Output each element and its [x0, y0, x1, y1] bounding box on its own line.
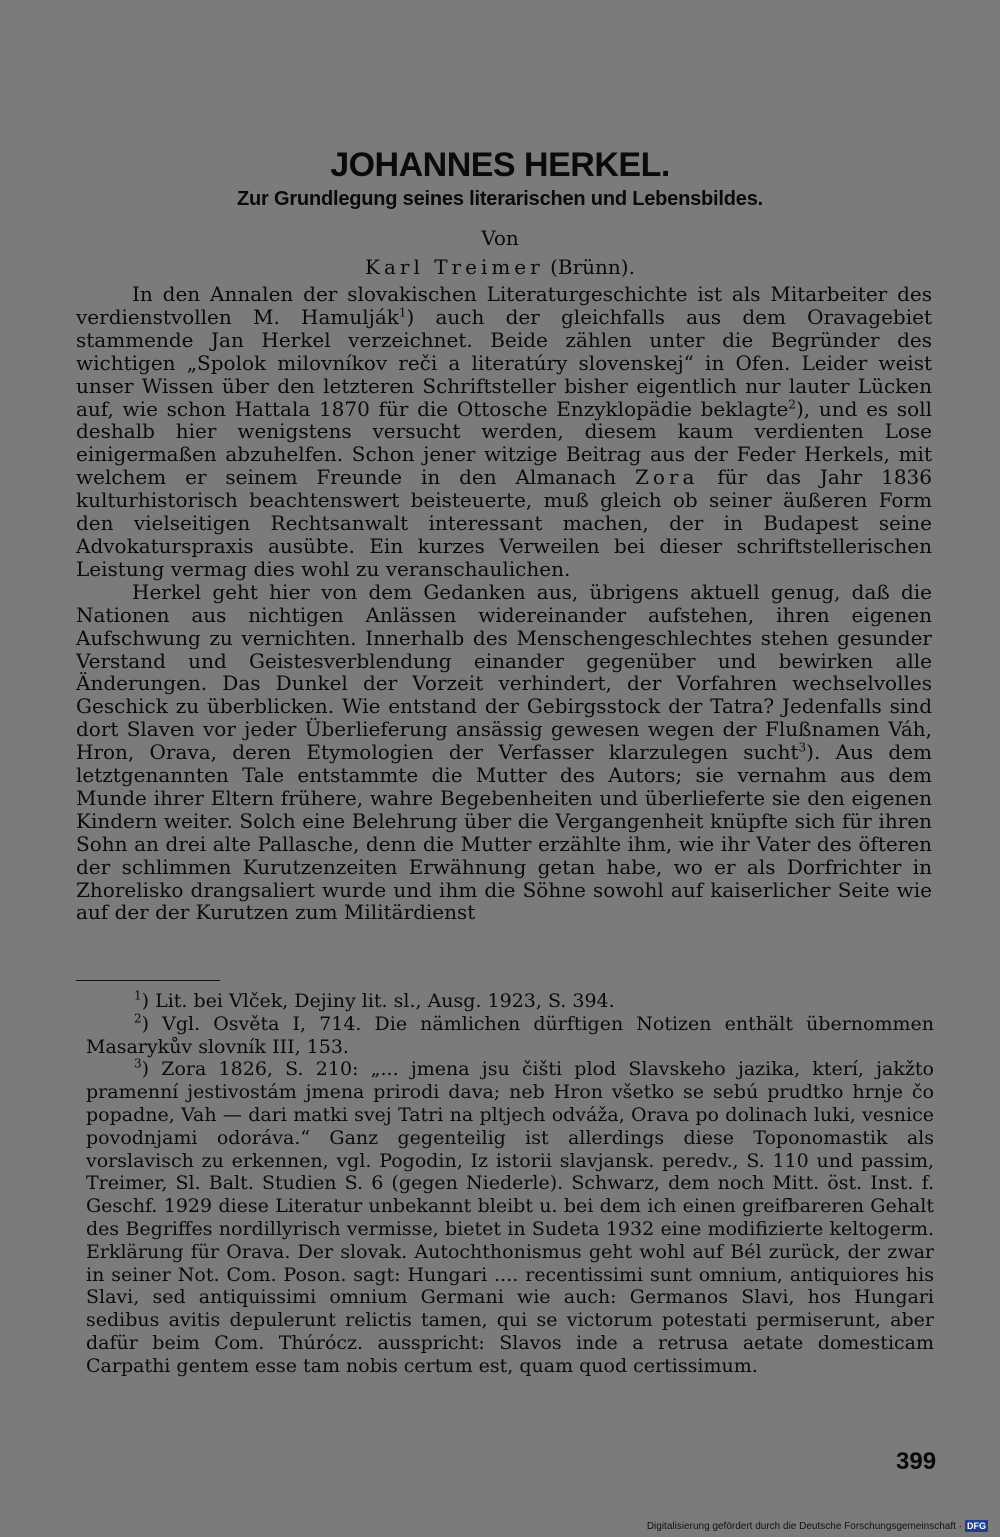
footnote-text: ) Zora 1826, S. 210: „... jmena jsu čišti plod Slavskeho jazika, kterí, jakžto pramenní jestivostám jmena prirodi dava; neb Hron všetko se sebú prudtko hrnje čo popadne, Vah — dari matki svej Tatri na pltjech odváža, Orava po dolinach luki, vesnice povodnjami odoráva.“ Ganz gegenteilig ist allerdings diese Toponomastik als vorslavisch zu erkennen, vgl. Pogodin, Iz istorii slavjansk. peredv., S. 110 und passim, Treimer, Sl. Balt. Studien S. 6 (gegen Niederle). Schwarz, dem noch Mitt. öst. Inst. f. Geschf. 1929 diese Literatur unbekannt bleibt u. bei dem ich einen greifbareren Gehalt des Begriffes nordillyrisch vermisse, bietet in Sudeta 1932 eine modifizierte keltogerm. Erklärung für Orava. Der slovak. Autochthonismus geht wohl auf Bél zurück, der zwar in seiner Not. Com. Poson. sagt: Hungari .... recentissimi sunt omnium, antiquiores his Slavi, sed antiquissimi omnium Germani wie auch: Germanos Slavi, hos Hungari sedibus avitis depulerunt relictis tamen, qui se victorum potestati permiserunt, aber dafür beim Com. Thúrócz. ausspricht: Slavos inde a retrusa aetate domesticam Carpathi gentem esse tam nobis certum est, quam quod certissimum. [86, 1058, 934, 1377]
footnote-mark: 3 [134, 1057, 142, 1072]
byline-author [0, 255, 1000, 279]
article-title: JOHANNES HERKEL. [330, 146, 670, 184]
paragraph-text: ). Aus dem letztgenannten Tale entstammte die Mutter des Autors; sie vernahm aus dem Munde ihrer Eltern frühere, wahre Begebenheiten und überlieferte sie den eigenen Kindern weiter. Solch eine Belehrung über die Vergangenheit knüpfte sich für ihren Sohn an drei alte Pallasche, denn die Mutter erzählte ihm, wie ihr Vater des öfteren der schlimmen Kurutzenzeiten Erwähnung getan habe, wo er als Dorfrichter in Zhorelisko drangsaliert wurde und ihm die Söhne sowohl auf kaiserlicher Seite wie auf der der Kurutzen zum Militärdienst [76, 740, 932, 925]
paragraph-text: ) auch der gleichfalls aus dem Oravagebiet stammende Jan Herkel verzeichnet. Beide zählen unter die Begründer des wichtigen „Spolok milovníkov reči a literatúry slovenskej“ in Ofen. Leider weist unser Wissen über den letzteren Schriftsteller bisher eigentlich nur lauter Lücken auf, wie schon Hattala 1870 für die Ottosche Enzyklopädie beklagte [76, 304, 932, 421]
footnotes [86, 990, 934, 1378]
footer-text: Digitalisierung gefördert durch die Deutsche Forschungsgemeinschaft · [646, 1520, 962, 1532]
footnote-divider [76, 980, 220, 981]
footnote-text: ) Lit. bei Vlček, Dejiny lit. sl., Ausg. 1923, S. 394. [141, 990, 615, 1012]
footnote-ref: 2 [788, 396, 796, 411]
page-number: 399 [896, 1448, 937, 1475]
author-place: (Brünn). [550, 255, 635, 279]
footnote-text: ) Vgl. Osvěta I, 714. Die nämlichen dürftigen Notizen enthält übernommen Masarykův slovník III, 153. [86, 1012, 934, 1058]
footnote-mark: 1 [134, 988, 142, 1003]
author-name: Karl Treimer [365, 255, 544, 279]
paragraph-text: ), und es soll deshalb hier wenigstens versucht werden, diesem kaum verdienten Lose einigermaßen abzuhelfen. Schon jener witzige Beitrag aus der Feder Herkels, mit welchem er seinem Freunde in den Almanach [76, 396, 932, 490]
paragraph-text: Herkel geht hier von dem Gedanken aus, übrigens aktuell genug, daß die Nationen aus nichtigen Anlässen widereinander aufstehen, ihren eigenen Aufschwung zu vernichten. Innerhalb des Menschengeschlechtes stehen gesunder Verstand und Geistesverblendung einander gegenüber und bewirken alle Änderungen. Das Dunkel der Vorzeit verhindert, der Vorfahren wechselvolles Geschick zu überblicken. Wie entstand der Gebirgsstock der Tatra? Jedenfalls sind dort Slaven vor jeder Überlieferung ansässig gewesen wegen der Flußnamen Váh, Hron, Orava, deren Etymologien der Verfasser klarzulegen sucht [76, 579, 932, 765]
footnote-3 [86, 1058, 934, 1377]
footnote-2 [86, 1013, 934, 1059]
digitization-footer [647, 1520, 988, 1532]
article-body [76, 283, 932, 924]
footnote-1 [86, 990, 934, 1013]
paragraph-text: für das Jahr 1836 kulturhistorisch beachtenswert beisteuerte, muß gleich ob seiner äußeren Form den vielseitigen Rechtsanwalt interessant machen, der in Budapest seine Advokaturspraxis ausübte. Ein kurzes Verweilen bei dieser schriftstellerischen Leistung vermag dies wohl zu veranschaulichen. [76, 465, 933, 581]
paragraph-text: In den Annalen der slovakischen Literaturgeschichte ist als Mitarbeiter des verdienstvollen M. Hamulják [76, 282, 932, 329]
dfg-logo-icon: DFG [967, 1521, 986, 1531]
article-subtitle: Zur Grundlegung seines literarischen und Lebensbildes. [237, 188, 763, 210]
footnote-ref: 3 [798, 740, 807, 755]
footnote-mark: 2 [134, 1011, 142, 1026]
footnote-ref: 1 [398, 305, 407, 320]
byline-von: Von [481, 226, 519, 250]
almanac-name: Zora [634, 465, 699, 490]
paragraph [76, 283, 932, 581]
paragraph [76, 581, 932, 925]
